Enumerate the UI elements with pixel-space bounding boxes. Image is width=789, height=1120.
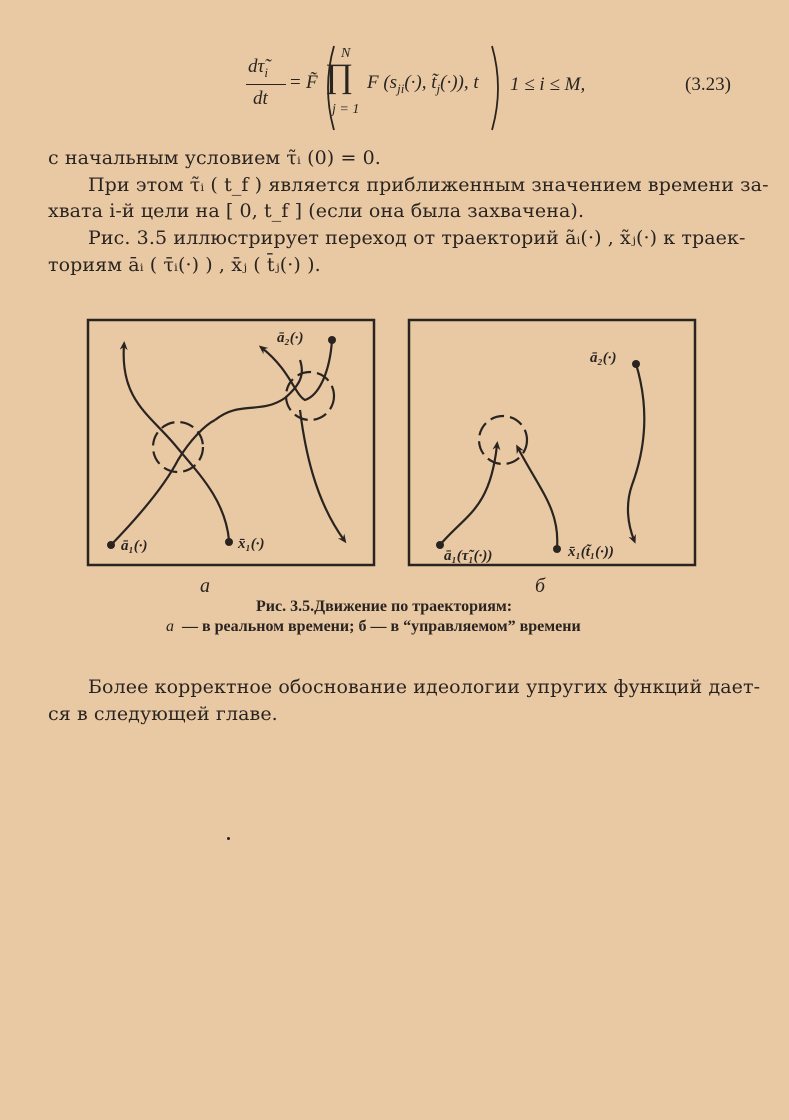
trajectory-x1 (124, 345, 229, 540)
paragraph-line-5: ториям āᵢ ( τ̄ᵢ(·) ) , x̄ⱼ ( t̄ⱼ(·) ). (48, 254, 321, 276)
paragraph-line-3: хвата i-й цели на [ 0, t_f ] (если она была захвачена). (48, 200, 585, 222)
start-dot-b-a2 (632, 360, 640, 368)
label-a2-right: ā₂(·) (590, 350, 617, 366)
label-a2-left: ā₂(·) (277, 330, 304, 346)
panel-b-label: б (535, 575, 546, 597)
start-dot-x1 (225, 538, 233, 546)
trajectory-b-a2 (628, 364, 644, 540)
eq-prod-lower: j = 1 (332, 102, 360, 117)
paragraph-line-2: При этом τ̃ᵢ ( t_f ) является приближенным значением времени за- (88, 174, 769, 196)
label-a1-left: ā₁(·) (121, 538, 148, 554)
eq-lhs-numerator: $d\taũ_i$ (248, 56, 268, 80)
trajectory-a1-continued (215, 360, 302, 420)
eq-prod-symbol: ∏ (325, 58, 353, 95)
eq-number: (3.23) (685, 74, 731, 95)
eq-prod-upper: N (341, 46, 351, 61)
panel-b (409, 320, 695, 597)
figure-caption-line-1: Рис. 3.5.Движение по траекториям: (256, 598, 513, 615)
paragraph-line-1: с начальным условием τ̃ᵢ (0) = 0. (48, 147, 381, 169)
eq-F-tilde: F̃ (306, 72, 318, 93)
trajectory-a1 (111, 420, 215, 545)
eq-range: 1 ≤ i ≤ M, (510, 74, 586, 95)
start-dot-a2 (328, 336, 336, 344)
label-x1-left: x̄₁(·) (238, 536, 265, 552)
label-a1-right: ā₁(τ̃₁(·)) (444, 548, 493, 564)
panel-a (88, 320, 374, 597)
fraction-bar (246, 84, 286, 85)
trajectory-b-x1 (518, 448, 557, 548)
trajectory-a2 (262, 340, 332, 400)
panel-b-frame (409, 320, 695, 565)
eq-lhs-denominator: dt (253, 88, 268, 109)
panel-a-label: а (200, 575, 210, 597)
start-dot-b-a1 (436, 541, 444, 549)
closing-line-2: ся в следующей главе. (48, 703, 278, 725)
paragraph-line-4: Рис. 3.5 иллюстрирует переход от траекторий ãᵢ(·) , x̃ⱼ(·) к траек- (88, 227, 746, 249)
capture-circle-b (479, 416, 527, 464)
start-dot-a1 (107, 541, 115, 549)
start-dot-b-x1 (553, 545, 561, 553)
eq-inner: F ($s_{ji}(\cdot)$, $t̃_j(\cdot)$), t (367, 72, 479, 96)
closing-line-1: Более корректное обоснование идеологии упругих функций дает- (88, 676, 761, 698)
print-speck (227, 837, 230, 840)
figure-caption-line-2: а — в реальном времени; б — в “управляемом” времени (166, 618, 581, 635)
label-x1-right: x̄₁(t̃₁(·)) (568, 544, 614, 560)
figure-3-5 (0, 300, 789, 600)
eq-equals: = (290, 72, 301, 93)
trajectory-down-right (300, 410, 344, 540)
capture-circle-2 (286, 372, 334, 420)
